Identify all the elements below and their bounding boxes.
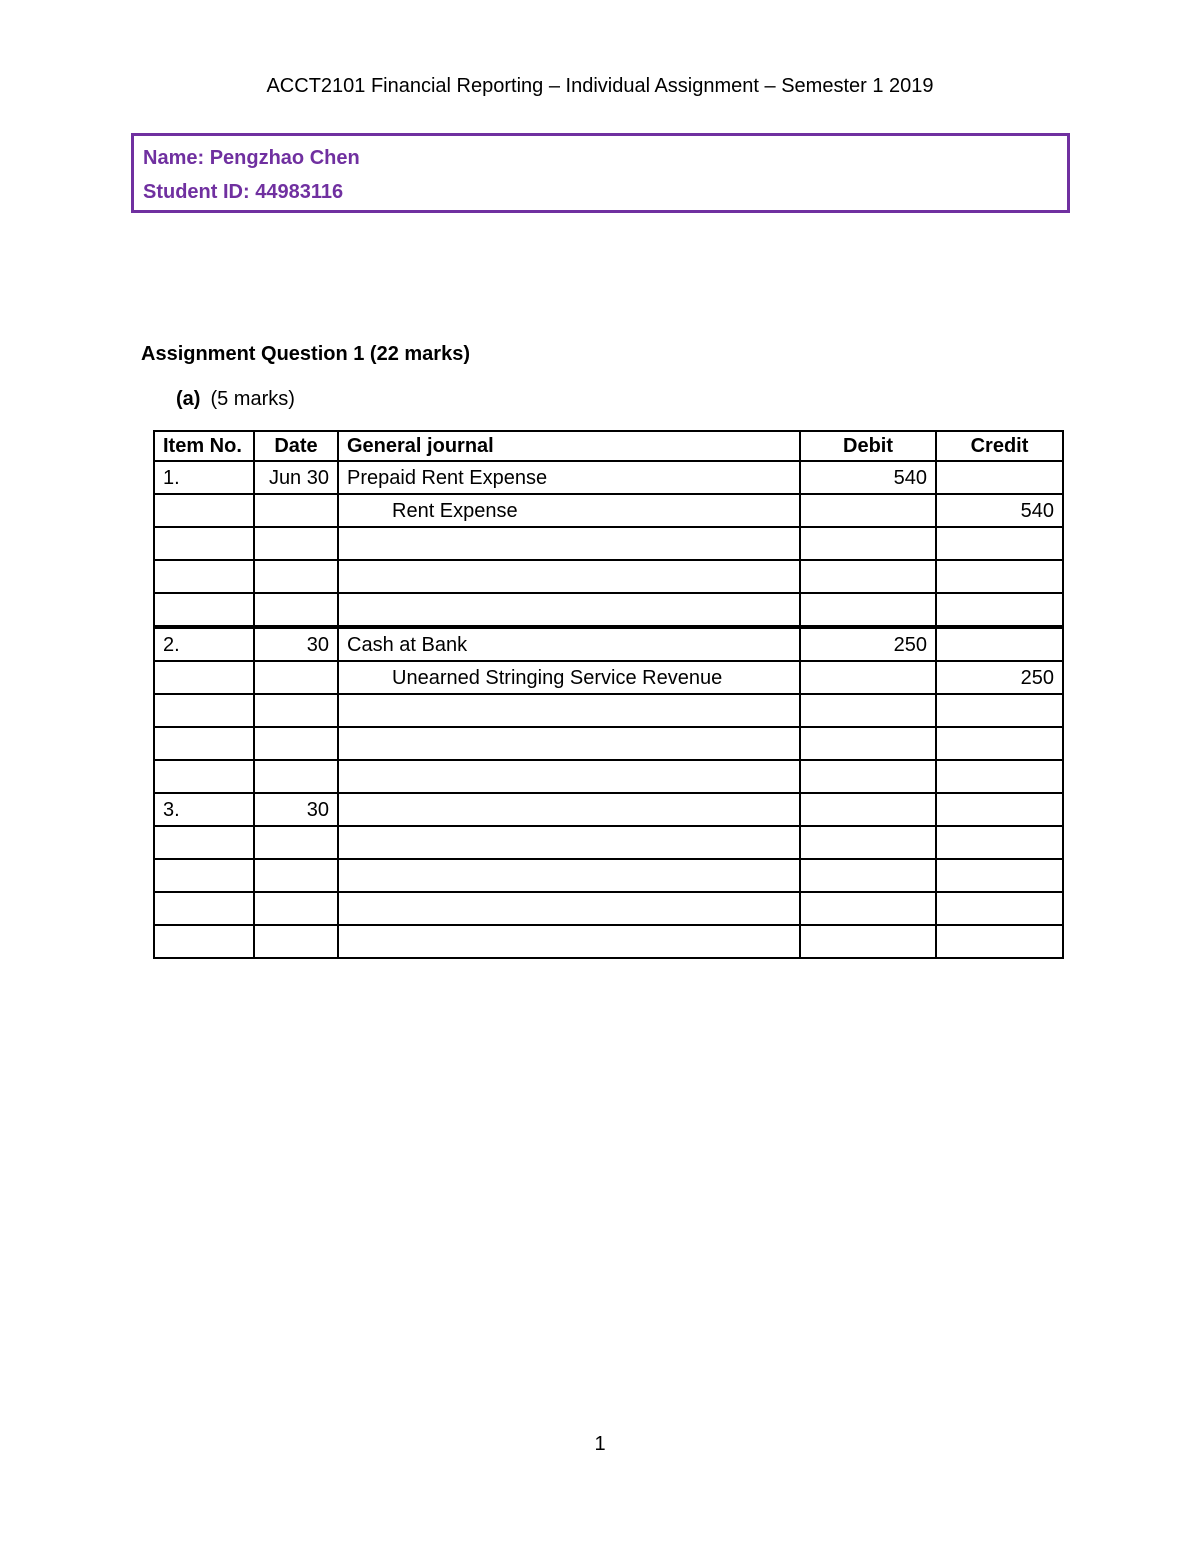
table-row	[154, 727, 1063, 760]
date-cell	[254, 694, 338, 727]
account-cell	[338, 793, 800, 826]
column-header-item-no: Item No.	[154, 431, 254, 461]
table-row	[154, 527, 1063, 560]
item-cell	[154, 727, 254, 760]
table-row	[154, 694, 1063, 727]
account-cell: Unearned Stringing Service Revenue	[338, 661, 800, 694]
item-cell	[154, 527, 254, 560]
part-marks: (5 marks)	[210, 388, 295, 410]
date-cell	[254, 760, 338, 793]
student-info-box	[131, 133, 1070, 213]
student-id: Student ID: 44983116	[143, 181, 344, 203]
table-row	[154, 925, 1063, 958]
journal-body	[154, 461, 1063, 958]
date-cell	[254, 593, 338, 627]
item-cell	[154, 494, 254, 527]
account-cell	[338, 560, 800, 593]
item-cell	[154, 661, 254, 694]
credit-cell	[936, 826, 1063, 859]
account-cell: Rent Expense	[338, 494, 800, 527]
table-row	[154, 661, 1063, 694]
date-cell	[254, 661, 338, 694]
account-cell	[338, 892, 800, 925]
item-cell	[154, 826, 254, 859]
table-row	[154, 593, 1063, 627]
student-name: Name: Pengzhao Chen	[143, 147, 360, 169]
item-cell	[154, 760, 254, 793]
item-cell: 3.	[154, 793, 254, 826]
table-row	[154, 859, 1063, 892]
credit-cell: 540	[936, 494, 1063, 527]
account-cell: Prepaid Rent Expense	[338, 461, 800, 494]
debit-cell: 250	[800, 627, 936, 661]
table-row	[154, 461, 1063, 494]
account-cell	[338, 527, 800, 560]
page-number: 1	[594, 1433, 606, 1455]
account-cell	[338, 760, 800, 793]
account-cell	[338, 826, 800, 859]
debit-cell	[800, 859, 936, 892]
debit-cell	[800, 593, 936, 627]
date-cell	[254, 892, 338, 925]
table-header-row	[154, 431, 1063, 461]
table-row	[154, 627, 1063, 661]
credit-cell	[936, 627, 1063, 661]
credit-cell	[936, 760, 1063, 793]
date-cell	[254, 859, 338, 892]
credit-cell	[936, 793, 1063, 826]
debit-cell	[800, 661, 936, 694]
date-cell: 30	[254, 627, 338, 661]
credit-cell	[936, 461, 1063, 494]
account-cell	[338, 925, 800, 958]
part-letter: (a)	[176, 388, 201, 410]
debit-cell	[800, 925, 936, 958]
item-cell	[154, 593, 254, 627]
date-cell	[254, 527, 338, 560]
debit-cell	[800, 494, 936, 527]
account-cell	[338, 727, 800, 760]
credit-cell	[936, 694, 1063, 727]
date-cell	[254, 925, 338, 958]
table-row	[154, 494, 1063, 527]
date-cell	[254, 494, 338, 527]
credit-cell: 250	[936, 661, 1063, 694]
credit-cell	[936, 892, 1063, 925]
table-row	[154, 560, 1063, 593]
account-cell	[338, 593, 800, 627]
table-row	[154, 793, 1063, 826]
date-cell	[254, 826, 338, 859]
credit-cell	[936, 560, 1063, 593]
debit-cell	[800, 892, 936, 925]
credit-cell	[936, 593, 1063, 627]
credit-cell	[936, 527, 1063, 560]
debit-cell	[800, 560, 936, 593]
table-row	[154, 826, 1063, 859]
item-cell	[154, 859, 254, 892]
account-cell: Cash at Bank	[338, 627, 800, 661]
account-cell	[338, 694, 800, 727]
debit-cell	[800, 793, 936, 826]
table-row	[154, 892, 1063, 925]
item-cell	[154, 892, 254, 925]
credit-cell	[936, 727, 1063, 760]
debit-cell	[800, 826, 936, 859]
column-header-debit: Debit	[800, 431, 936, 461]
item-cell	[154, 560, 254, 593]
item-cell	[154, 694, 254, 727]
table-row	[154, 760, 1063, 793]
date-cell: 30	[254, 793, 338, 826]
column-header-general-journal: General journal	[338, 431, 800, 461]
account-cell	[338, 859, 800, 892]
column-header-date: Date	[254, 431, 338, 461]
debit-cell	[800, 760, 936, 793]
credit-cell	[936, 925, 1063, 958]
item-cell: 2.	[154, 627, 254, 661]
debit-cell: 540	[800, 461, 936, 494]
page-header: ACCT2101 Financial Reporting – Individual Assignment – Semester 1 2019	[266, 75, 934, 97]
item-cell: 1.	[154, 461, 254, 494]
credit-cell	[936, 859, 1063, 892]
debit-cell	[800, 727, 936, 760]
date-cell	[254, 727, 338, 760]
general-journal-table	[153, 430, 1064, 959]
question-title: Assignment Question 1 (22 marks)	[141, 343, 470, 365]
debit-cell	[800, 694, 936, 727]
date-cell: Jun 30	[254, 461, 338, 494]
date-cell	[254, 560, 338, 593]
question-part	[176, 385, 295, 413]
debit-cell	[800, 527, 936, 560]
column-header-credit: Credit	[936, 431, 1063, 461]
item-cell	[154, 925, 254, 958]
